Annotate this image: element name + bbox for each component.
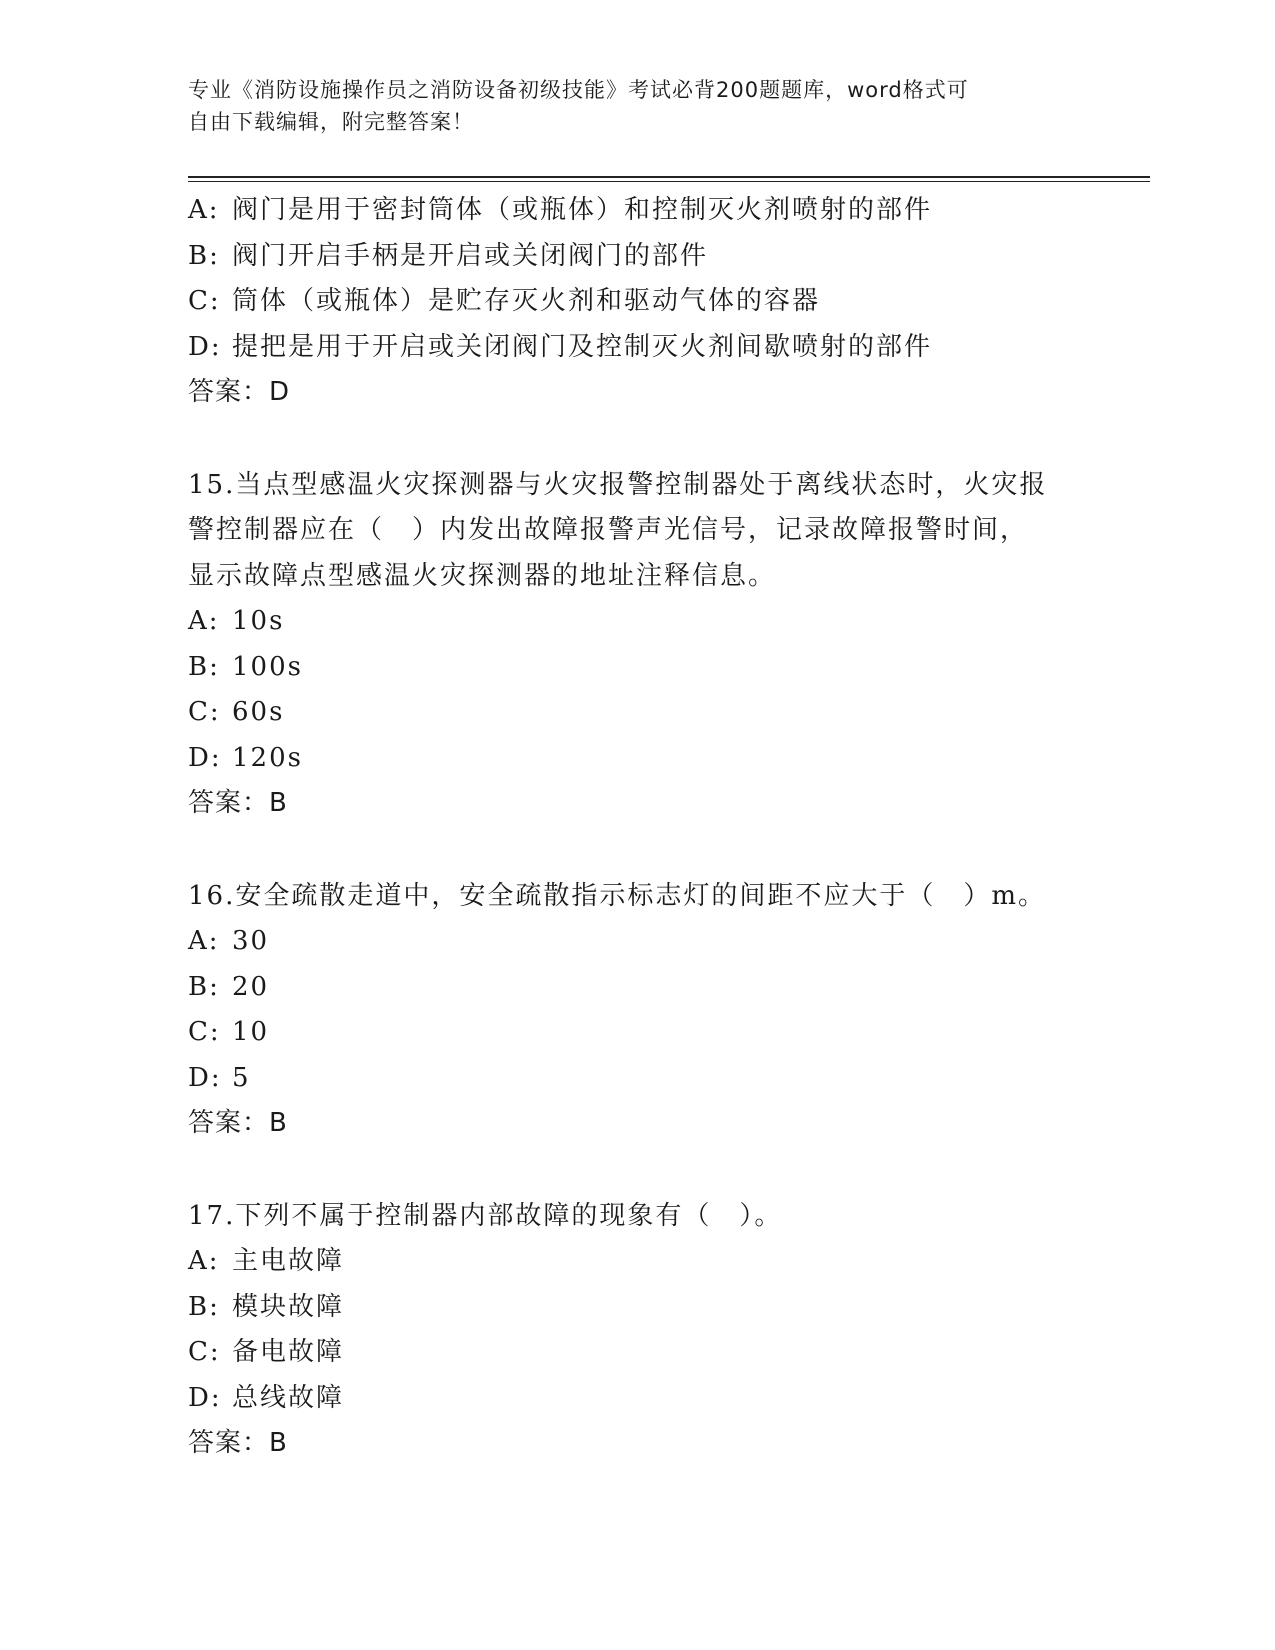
option-a [188, 188, 1088, 234]
answer-line: 答案：B [188, 1108, 288, 1138]
option-c [188, 1010, 1088, 1056]
header-divider-thin [188, 181, 1150, 182]
question-block-17 [188, 1194, 1088, 1467]
question-stem-line: 17.下列不属于控制器内部故障的现象有（ ）。 [188, 1200, 783, 1231]
answer-line: 答案：B [188, 788, 288, 818]
option-letter: C: [188, 697, 221, 727]
option-d [188, 736, 1088, 782]
option-text: 筒体（或瓶体）是贮存灭火剂和驱动气体的容器 [232, 286, 821, 316]
option-text: 10s [232, 606, 285, 636]
option-text: 60s [232, 697, 285, 727]
question-stem-line: 显示故障点型感温火灾探测器的地址注释信息。 [188, 560, 777, 591]
option-letter: A: [188, 1246, 220, 1276]
question-block-15 [188, 463, 1088, 827]
option-letter: D: [188, 1062, 222, 1093]
option-c [188, 690, 1088, 736]
option-letter: B: [188, 240, 220, 271]
option-letter: A: [188, 606, 220, 636]
option-text: 提把是用于开启或关闭阀门及控制灭火剂间歇喷射的部件 [232, 331, 933, 362]
option-letter: D: [188, 331, 222, 362]
option-text: 主电故障 [232, 1246, 345, 1276]
question-block-prev [188, 188, 1088, 416]
question-stem-line: 警控制器应在（ ）内发出故障报警声光信号，记录故障报警时间， [188, 515, 1029, 545]
option-text: 阀门开启手柄是开启或关闭阀门的部件 [232, 240, 709, 271]
option-b [188, 965, 1088, 1011]
option-letter: A: [188, 926, 220, 956]
option-letter: B: [188, 1291, 220, 1322]
option-text: 模块故障 [232, 1291, 345, 1322]
question-stem-line: 16.安全疏散走道中，安全疏散指示标志灯的间距不应大于（ ）m。 [188, 880, 1047, 911]
question-stem-line: 15.当点型感温火灾探测器与火灾报警控制器处于离线状态时，火灾报 [188, 469, 1048, 500]
option-letter: B: [188, 651, 220, 682]
option-letter: C: [188, 1337, 221, 1367]
option-letter: A: [188, 195, 220, 225]
header-line-1: 专业《消防设施操作员之消防设备初级技能》考试必背200题题库，word格式可 [188, 78, 969, 102]
option-text: 120s [232, 742, 303, 773]
option-text: 100s [232, 651, 303, 682]
answer-line: 答案：B [188, 1428, 288, 1458]
option-letter: C: [188, 1017, 221, 1047]
option-letter: D: [188, 1382, 222, 1413]
option-c [188, 1330, 1088, 1376]
option-letter: D: [188, 742, 222, 773]
option-letter: B: [188, 971, 220, 1002]
option-b [188, 645, 1088, 691]
option-text: 20 [232, 971, 270, 1002]
option-a [188, 599, 1088, 645]
header-divider-thick [188, 176, 1150, 178]
option-text: 5 [232, 1062, 251, 1093]
option-text: 总线故障 [232, 1382, 345, 1413]
header-line-2: 自由下载编辑，附完整答案！ [188, 110, 474, 134]
option-d [188, 325, 1088, 371]
question-list [188, 188, 1088, 1467]
option-text: 备电故障 [232, 1337, 345, 1367]
option-text: 10 [232, 1017, 270, 1047]
option-a [188, 1239, 1088, 1285]
option-b [188, 234, 1088, 280]
option-letter: C: [188, 286, 221, 316]
option-c [188, 279, 1088, 325]
option-d [188, 1056, 1088, 1102]
document-header [188, 74, 1088, 138]
option-d [188, 1376, 1088, 1422]
option-b [188, 1285, 1088, 1331]
option-a [188, 919, 1088, 965]
answer-line: 答案：D [188, 377, 291, 407]
option-text: 阀门是用于密封筒体（或瓶体）和控制灭火剂喷射的部件 [232, 195, 933, 225]
question-block-16 [188, 874, 1088, 1147]
option-text: 30 [232, 926, 270, 956]
